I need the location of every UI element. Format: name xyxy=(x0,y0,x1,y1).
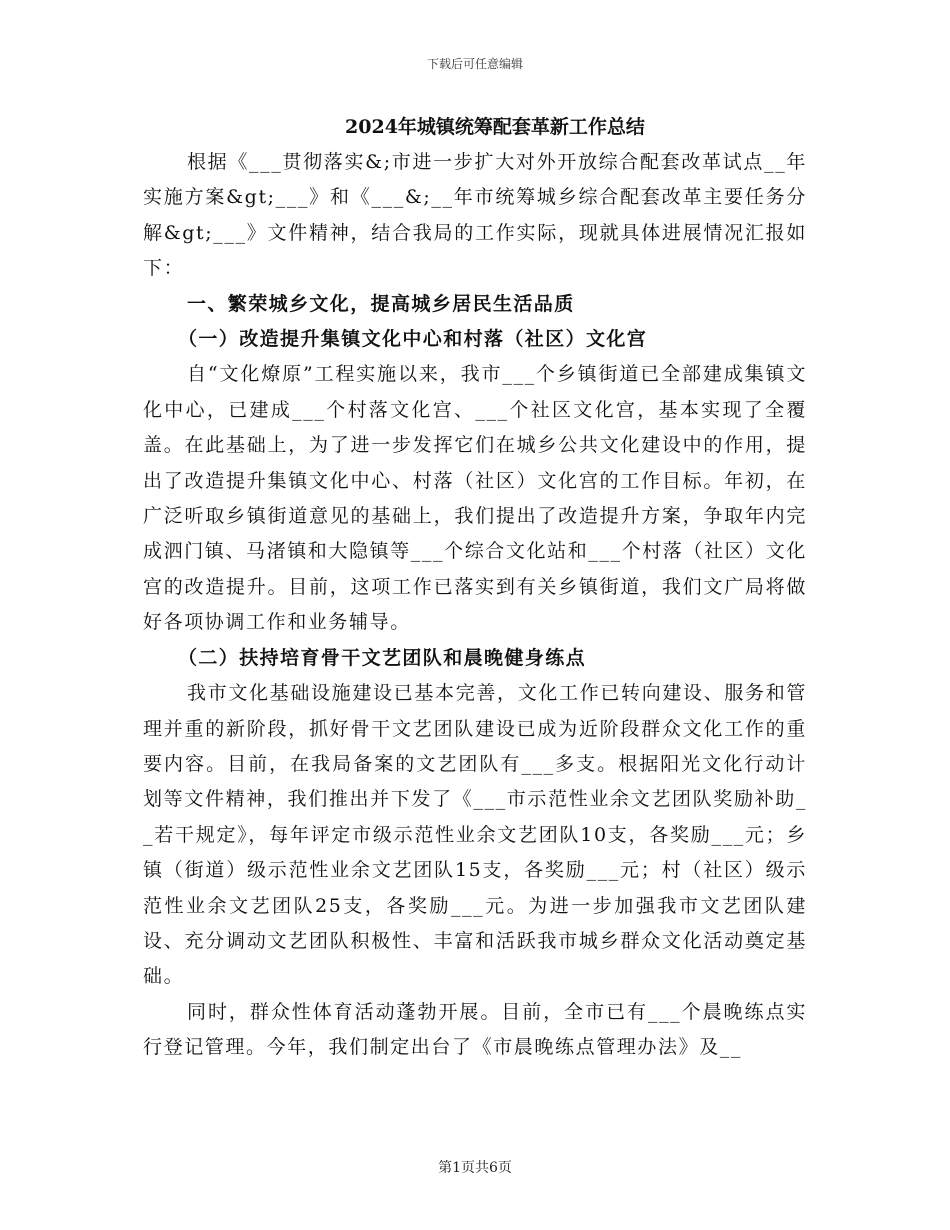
section-heading-1: 一、繁荣城乡文化，提高城乡居民生活品质 xyxy=(187,292,575,315)
document-body xyxy=(143,109,807,1066)
intro-paragraph: 根据《___贯彻落实&;市进一步扩大对外开放综合配套改革试点__年实施方案&gt;___》和《___&;__年市统筹城乡综合配套改革主要任务分解&gt;___》文件精神，结合我局的工作实际，现就具体进展情况汇报如下： xyxy=(143,151,807,280)
paragraph-fitness-points: 同时，群众性体育活动蓬勃开展。目前，全市已有___个晨晚练点实行登记管理。今年，我们制定出台了《市晨晚练点管理办法》及__ xyxy=(143,1000,807,1059)
page-footer: 第1页共6页 xyxy=(438,1160,512,1176)
document-title: 2024年城镇统筹配套革新工作总结 xyxy=(345,116,645,138)
paragraph-art-teams: 我市文化基础设施建设已基本完善，文化工作已转向建设、服务和管理并重的新阶段，抓好骨干文艺团队建设已成为近阶段群众文化工作的重要内容。目前，在我局备案的文艺团队有___多支。根据阳光文化行动计划等文件精神，我们推出并下发了《___市示范性业余文艺团队奖励补助__若干规定》，每年评定市级示范性业余文艺团队10支，各奖励___元；乡镇（街道）级示范性业余文艺团队15支，各奖励___元；村（社区）级示范性业余文艺团队25支，各奖励___元。为进一步加强我市文艺团队建设、充分调动文艺团队积极性、丰富和活跃我市城乡群众文化活动奠定基础。 xyxy=(143,682,807,988)
paragraph-culture-centers: 自“文化燎原”工程实施以来，我市___个乡镇街道已全部建成集镇文化中心，已建成___个村落文化宫、___个社区文化宫，基本实现了全覆盖。在此基础上，为了进一步发挥它们在城乡公共文化建设中的作用，提出了改造提升集镇文化中心、村落（社区）文化宫的工作目标。年初，在广泛听取乡镇街道意见的基础上，我们提出了改造提升方案，争取年内完成泗门镇、马渚镇和大隐镇等___个综合文化站和___个村落（社区）文化宫的改造提升。目前，这项工作已落实到有关乡镇街道，我们文广局将做好各项协调工作和业务辅导。 xyxy=(143,363,808,634)
subsection-heading-2: （二）扶持培育骨干文艺团队和晨晚健身练点 xyxy=(178,646,587,669)
subsection-heading-1: （一）改造提升集镇文化中心和村落（社区）文化宫 xyxy=(178,328,648,351)
page-header: 下载后可任意编辑 xyxy=(426,57,523,71)
